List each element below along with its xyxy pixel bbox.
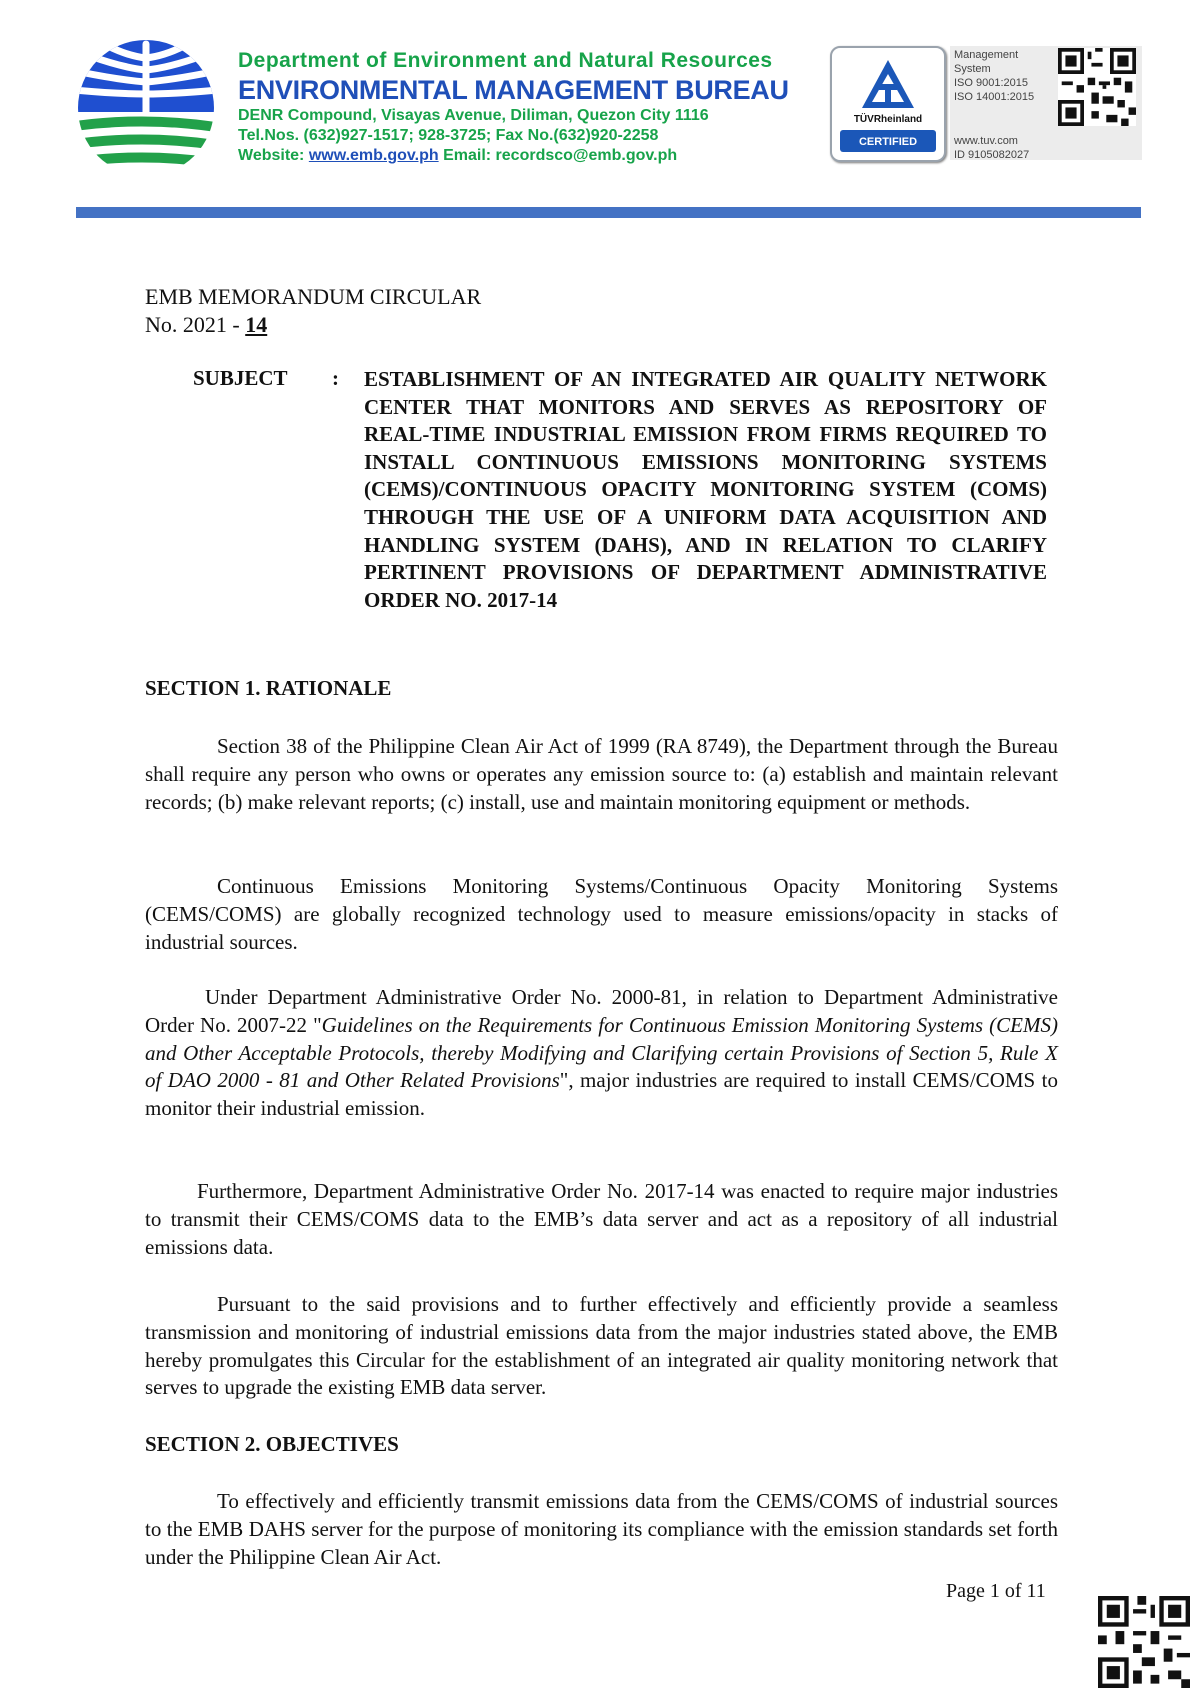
rationale-p5-text: Pursuant to the said provisions and to further effectively and efficiently provide a seamless transmission and monitoring of industrial emissions data from the major industries stated above, the EMB hereby promulgates this Circular for the establishment of an integrated air quality monitoring network that serves to upgrade the existing EMB data server. — [145, 1292, 1058, 1400]
email-label: Email: — [443, 147, 492, 164]
rationale-paragraph-4 — [145, 1178, 1058, 1261]
tuv-certified-badge — [830, 46, 946, 162]
memo-heading — [145, 283, 481, 339]
rationale-paragraph-5 — [145, 1291, 1058, 1402]
rationale-p2-text: Continuous Emissions Monitoring Systems/Continuous Opacity Monitoring Systems (CEMS/COMS) are globally recognized technology used to measure emissions/opacity in stacks of industrial sources. — [145, 874, 1058, 954]
tuv-website: www.tuv.com — [954, 135, 1018, 147]
emb-logo — [68, 38, 228, 178]
rationale-p4-text: Furthermore, Department Administrative Order No. 2017-14 was enacted to require major industries to transmit their CEMS/COMS data to the EMB’s data server and act as a repository of all industrial emissions data. — [145, 1179, 1058, 1259]
iso-9001: ISO 9001:2015 — [954, 77, 1029, 89]
website-email-line — [238, 146, 789, 166]
subject-label: SUBJECT — [193, 366, 288, 390]
memo-number-prefix: No. 2021 - — [145, 312, 246, 337]
memo-title: EMB MEMORANDUM CIRCULAR — [145, 284, 482, 309]
email-address: recordsco@emb.gov.ph — [495, 147, 678, 164]
section-1-heading: SECTION 1. RATIONALE — [145, 676, 392, 700]
website-link[interactable]: www.emb.gov.ph — [308, 147, 439, 164]
rationale-p3-text-a: Under Department Administrative Order No. 2000-81, in relation to Department Administrative Order No. 2007-22 " — [145, 985, 1058, 1037]
rationale-paragraph-3 — [145, 984, 1058, 1123]
tuv-brand-text: TÜVRheinland — [853, 114, 923, 125]
objectives-p1-text: To effectively and efficiently transmit emissions data from the CEMS/COMS of industrial sources to the EMB DAHS server for the purpose of monitoring its compliance with the emission standards set forth under the Philippine Clean Air Act. — [145, 1489, 1058, 1569]
rationale-paragraph-2 — [145, 873, 1058, 956]
section-2-heading: SECTION 2. OBJECTIVES — [145, 1432, 399, 1456]
subject-colon: : — [332, 366, 339, 390]
rationale-p1-text: Section 38 of the Philippine Clean Air Act of 1999 (RA 8749), the Department through the Bureau shall require any person who owns or operates any emission source to: (a) establish and maintain relevant records; (b) make relevant reports; (c) install, use and maintain monitoring equipment or methods. — [145, 734, 1058, 814]
certification-details — [954, 48, 1042, 162]
qr-code-icon — [1058, 48, 1136, 126]
certified-label: CERTIFIED — [858, 136, 918, 148]
rationale-paragraph-1 — [145, 733, 1058, 816]
memo-number — [145, 311, 481, 339]
rationale-p3-italic: Guidelines on the Requirements for Continuous Emission Monitoring Systems (CEMS) and Other Acceptable Protocols, thereby Modifying and Clarifying certain Provisions of Section 5, Rule X of DAO 2000 - 81 and Other Related Provisions — [145, 1012, 1058, 1093]
subject-text: ESTABLISHMENT OF AN INTEGRATED AIR QUALITY NETWORK CENTER THAT MONITORS AND SERVES AS REPOSITORY OF REAL-TIME INDUSTRIAL EMISSION FROM FIRMS REQUIRED TO INSTALL CONTINUOUS EMISSIONS MONITORING SYSTEMS (CEMS)/CONTINUOUS OPACITY MONITORING SYSTEM (COMS) THROUGH THE USE OF A UNIFORM DATA ACQUISITION AND HANDLING SYSTEM (DAHS), AND IN RELATION TO CLARIFY PERTINENT PROVISIONS OF DEPARTMENT ADMINISTRATIVE ORDER NO. 2017-14 — [364, 367, 1047, 612]
objectives-paragraph-1 — [145, 1488, 1058, 1571]
page-number: Page 1 of 11 — [946, 1580, 1046, 1602]
header-divider — [76, 207, 1141, 218]
website-label: Website: — [238, 147, 305, 164]
contact-numbers: Tel.Nos. (632)927-1517; 928-3725; Fax No.(632)920-2258 — [238, 127, 659, 144]
bureau-name: ENVIRONMENTAL MANAGEMENT BUREAU — [238, 75, 789, 105]
department-name: Department of Environment and Natural Resources — [238, 49, 773, 72]
tuv-id: ID 9105082027 — [954, 149, 1030, 161]
document-qr-code-icon — [1098, 1596, 1190, 1688]
iso-14001: ISO 14001:2015 — [954, 91, 1035, 103]
rationale-p3-text-b: ", major industries are required to install CEMS/COMS to monitor their industrial emission. — [145, 1068, 1058, 1121]
letterhead — [238, 48, 789, 166]
address: DENR Compound, Visayas Avenue, Diliman, Quezon City 1116 — [238, 107, 709, 124]
system-line-1: Management — [954, 49, 1019, 61]
memo-number-suffix: 14 — [245, 312, 268, 337]
system-line-2: System — [954, 63, 991, 75]
